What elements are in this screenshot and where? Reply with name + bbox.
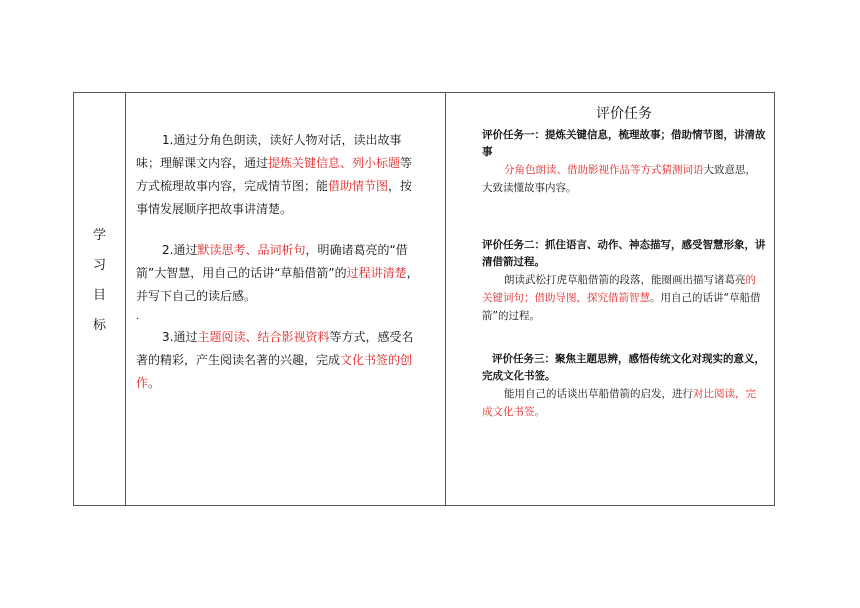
goal-text: 2.通过 [162, 243, 198, 257]
task-2-heading: 评价任务二：抓住语言、动作、神态描写，感受智慧形象，讲清借箭过程。 [482, 239, 766, 268]
goal-text: 等方式梳理故事内容，完成情节图；能 [136, 156, 413, 193]
task-text: 大致意思，大致读懂故事内容。 [482, 164, 756, 194]
row-header-char: 目 [92, 288, 106, 303]
task-text: 朗读武松打虎草船借箭的段落，能圈画出描写诸葛亮 [504, 274, 746, 286]
task-3-body [482, 385, 766, 421]
row-header-char: 学 [92, 228, 106, 243]
task-1-heading: 评价任务一：提炼关键信息，梳理故事；借助情节图，讲清故事 [482, 129, 766, 158]
row-header-char: 习 [92, 258, 106, 273]
row-header-char: 标 [92, 318, 106, 333]
goal-text: ，按事情发展顺序把故事讲清楚。 [136, 179, 413, 216]
task-2-body [482, 271, 766, 325]
goal-text: ，明确诸葛亮的“借箭”大智慧，用自己的话讲“草船借箭”的 [136, 243, 408, 280]
goal-text: 1.通过分角色朗读，读好人物对话，读出故事味；理解课文内容，通过 [136, 133, 402, 170]
goal-text: 。 [148, 376, 161, 390]
goal-highlight: 默读思考、品词析句 [197, 243, 306, 257]
goal-highlight: 过程讲清楚 [346, 266, 407, 280]
goal-highlight: 借助情节图 [328, 179, 389, 193]
row-header [74, 221, 125, 341]
tasks-title: 评价任务 [596, 106, 652, 122]
task-highlight: 对比阅读，完成文化书签。 [482, 388, 756, 418]
goal-highlight: 主题阅读、结合影视资料 [197, 330, 330, 344]
evaluation-tasks [482, 103, 766, 421]
goal-1 [136, 129, 422, 221]
goal-3 [136, 326, 422, 395]
goal-text: 3.通过 [162, 330, 198, 344]
task-highlight: 的关键词句；借助导图，探究借箭智慧 [482, 274, 756, 304]
task-3-heading: 评价任务三：聚焦主题思辨，感悟传统文化对现实的意义，完成文化书签。 [482, 353, 765, 382]
stray-dot: . [136, 311, 140, 322]
task-text: 能用自己的话谈出草船借箭的启发，进行 [504, 388, 693, 400]
goal-text: ，并写下自己的读后感。 [136, 266, 419, 303]
task-text: 。用自己的话讲“草船借箭”的过程。 [482, 292, 761, 322]
task-highlight: 分角色朗读、借助影视作品等方式猜测词语 [504, 164, 704, 176]
goal-text: 等方式，感受名著的精彩，产生阅读名著的兴趣，完成 [136, 330, 414, 367]
goal-highlight: 提炼关键信息、列小标题 [268, 156, 401, 170]
lesson-table [73, 92, 775, 506]
column-divider [445, 93, 446, 505]
learning-goals [136, 129, 422, 395]
goal-highlight: 文化书签的创作 [136, 353, 413, 390]
task-1-body [482, 161, 766, 197]
column-divider [125, 93, 126, 505]
goal-2 [136, 239, 422, 308]
